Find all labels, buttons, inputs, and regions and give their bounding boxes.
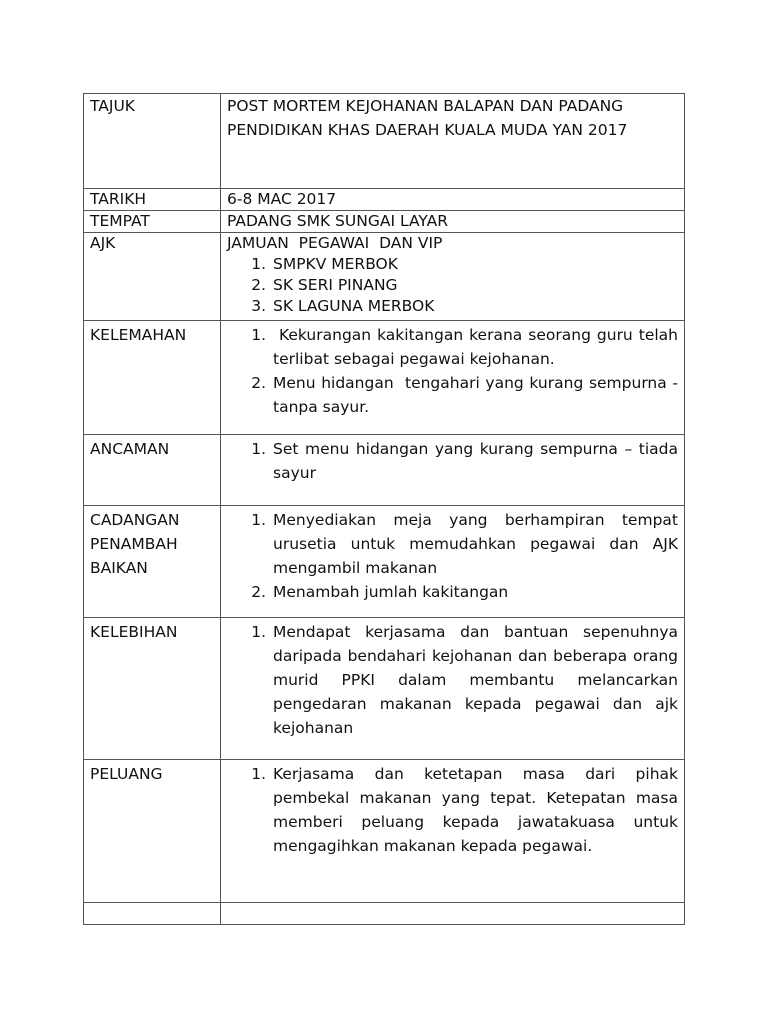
table-row-tarikh <box>84 189 685 211</box>
weakness-cell <box>221 321 685 435</box>
post-mortem-table <box>83 93 685 925</box>
table-row-ancaman <box>84 435 685 506</box>
row-label: ANCAMAN <box>84 435 221 506</box>
empty-cell <box>84 903 221 925</box>
list-item: 2. SK SERI PINANG <box>271 275 678 296</box>
row-label: TAJUK <box>84 94 221 189</box>
list-item: 2. Menu hidangan tengahari yang kurang sempurna - tanpa sayur. <box>271 371 678 419</box>
row-label: AJK <box>84 233 221 321</box>
venue-value: PADANG SMK SUNGAI LAYAR <box>221 211 685 233</box>
threat-list <box>227 437 678 485</box>
table-row-ajk <box>84 233 685 321</box>
committee-heading: JAMUAN PEGAWAI DAN VIP <box>227 234 443 252</box>
weakness-list <box>227 323 683 419</box>
report-title: POST MORTEM KEJOHANAN BALAPAN DAN PADANG PENDIDIKAN KHAS DAERAH KUALA MUDA YAN 2017 <box>221 94 685 189</box>
committee-cell <box>221 233 685 321</box>
row-label: CADANGAN PENAMBAH BAIKAN <box>84 506 221 618</box>
table-row-kelemahan <box>84 321 685 435</box>
opportunity-list <box>227 762 678 858</box>
row-label: PELUANG <box>84 760 221 903</box>
table-row-tajuk <box>84 94 685 189</box>
threat-cell <box>221 435 685 506</box>
row-label: TEMPAT <box>84 211 221 233</box>
table-row-tempat <box>84 211 685 233</box>
table-row-empty <box>84 903 685 925</box>
opportunity-cell <box>221 760 685 903</box>
table-row-peluang <box>84 760 685 903</box>
suggestion-cell <box>221 506 685 618</box>
list-item: 1. Menyediakan meja yang berhampiran tempat urusetia untuk memudahkan pegawai dan AJK mengambil makanan <box>271 508 678 580</box>
table-row-cadangan <box>84 506 685 618</box>
list-item: 1. Kerjasama dan ketetapan masa dari pihak pembekal makanan yang tepat. Ketepatan masa memberi peluang kepada jawatakuasa untuk mengagihkan makanan kepada pegawai. <box>271 762 678 858</box>
committee-list <box>227 254 678 317</box>
empty-cell <box>221 903 685 925</box>
suggestion-list <box>227 508 678 604</box>
list-item: 2. Menambah jumlah kakitangan <box>271 580 678 604</box>
strength-list <box>227 620 678 740</box>
strength-cell <box>221 618 685 760</box>
table-row-kelebihan <box>84 618 685 760</box>
list-item: 1. Kekurangan kakitangan kerana seorang guru telah terlibat sebagai pegawai kejohanan. <box>271 323 678 371</box>
list-item: 1. Mendapat kerjasama dan bantuan sepenuhnya daripada bendahari kejohanan dan beberapa orang murid PPKI dalam membantu melancarkan pengedaran makanan kepada pegawai dan ajk kejohanan <box>271 620 678 740</box>
list-item: 1. SMPKV MERBOK <box>271 254 678 275</box>
list-item: 1. Set menu hidangan yang kurang sempurna – tiada sayur <box>271 437 678 485</box>
row-label: KELEMAHAN <box>84 321 221 435</box>
row-label: TARIKH <box>84 189 221 211</box>
date-value: 6-8 MAC 2017 <box>221 189 685 211</box>
row-label: KELEBIHAN <box>84 618 221 760</box>
list-item: 3. SK LAGUNA MERBOK <box>271 296 678 317</box>
